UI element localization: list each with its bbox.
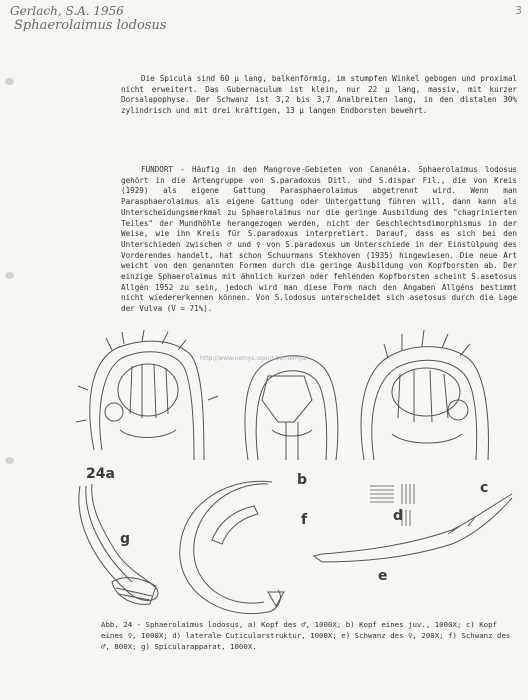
drawing-e-female-tail [314,494,512,562]
figure-label-e: e [378,568,388,584]
figure-caption: Abb. 24 - Sphaerolaimus lodosus, a) Kopf des ♂, 1000X; b) Kopf eines juv., 1000X; c) Kopf eines ♀, 1000X; d) laterale Cuticularstruktur, 1000X; e) Schwanz des ♀, 200X; f) Schwanz des ♂, 800X; g) Spicularapparat, 1000X. [101,620,511,651]
figure-label-a: 24a [86,466,115,482]
paragraph-spicula [121,74,517,117]
punch-hole [5,457,14,464]
drawing-c-female-head [361,330,488,460]
page-number: 3 [515,4,522,17]
punch-hole [5,78,14,85]
paragraph-fundort [121,165,517,315]
watermark-url: http://www.nemys.ugent.be/nemys/ [200,355,308,362]
drawing-g-spicular-apparatus [79,484,158,604]
handwritten-citation: Gerlach, S.A. 1956 [10,4,124,18]
drawing-a-male-head [76,330,218,460]
nematode-figure-24 [72,330,518,620]
figure-label-g: g [120,531,131,547]
figure-label-c: c [480,480,489,496]
drawing-d-cuticular-structure [370,484,414,526]
figure-label-f: f [301,512,308,528]
paragraph-text: FUNDORT - Häufig in den Mangrove-Gebieten von Cananéia. Sphaerolaimus lodosus gehört in die Artengruppe von S.paradoxus Ditl. und S.dispar Fil., die von Kreis (1929) als eigene Gattung Parasphaerolaimus abgetrennt wird. Wenn man Parasphaerolaimus als eigene Gattung oder Untergattung führen will, dann kann als Unterscheidungsmerkmal zu Sphaerolaimus nur die geringe Ausbildung des "chagrinierten Teiles" der Mundhöhle herangezogen werden, nicht der Geschlechtsdimorphismus in der Weise, wie ihn Kreis für S.paradoxus interpretiert. Darauf, dass es sich bei den Unterschieden zwischen ♂ und ♀ von S.paradoxus um Unterschiede in der Einstülpung des Vorderendes handelt, hat schon Schuurmans Stekhoven (1935) hingewiesen. Die neue Art weicht von den genannten Formen durch die geringe Ausbildung von Kopfborsten ab. Der einzige Sphaerolaimus mit ähnlich kurzen oder fehlenden Kopfborsten scheint S.asetosus Allgén 1952 zu sein, jedoch wird man diese Form nach den Angaben Allgéns bestimmt nicht wiedererkennen können. Von S.lodosus unterscheidet sich asetosus durch die Lage der Vulva (V = 71%). [121,165,517,314]
figure-label-d: d [393,508,404,524]
drawing-b-juvenile-head [245,356,338,460]
punch-hole [5,272,14,279]
handwritten-species-name: Sphaerolaimus lodosus [14,18,167,33]
drawing-f-male-tail [180,481,284,613]
paragraph-text: Die Spicula sind 60 µ lang, balkenförmig, im stumpfen Winkel gebogen und proximal nicht erweitert. Das Gubernaculum ist klein, nur 22 µ lang, massiv, mit kurzer Dorsalapophyse. Der Schwanz ist 3,2 bis 3,7 Analbreiten lang, in den distalen 30% zylindrisch und mit drei kräftigen, 13 µ langen Endborsten bewehrt. [121,74,517,116]
figure-label-b: b [297,472,308,488]
